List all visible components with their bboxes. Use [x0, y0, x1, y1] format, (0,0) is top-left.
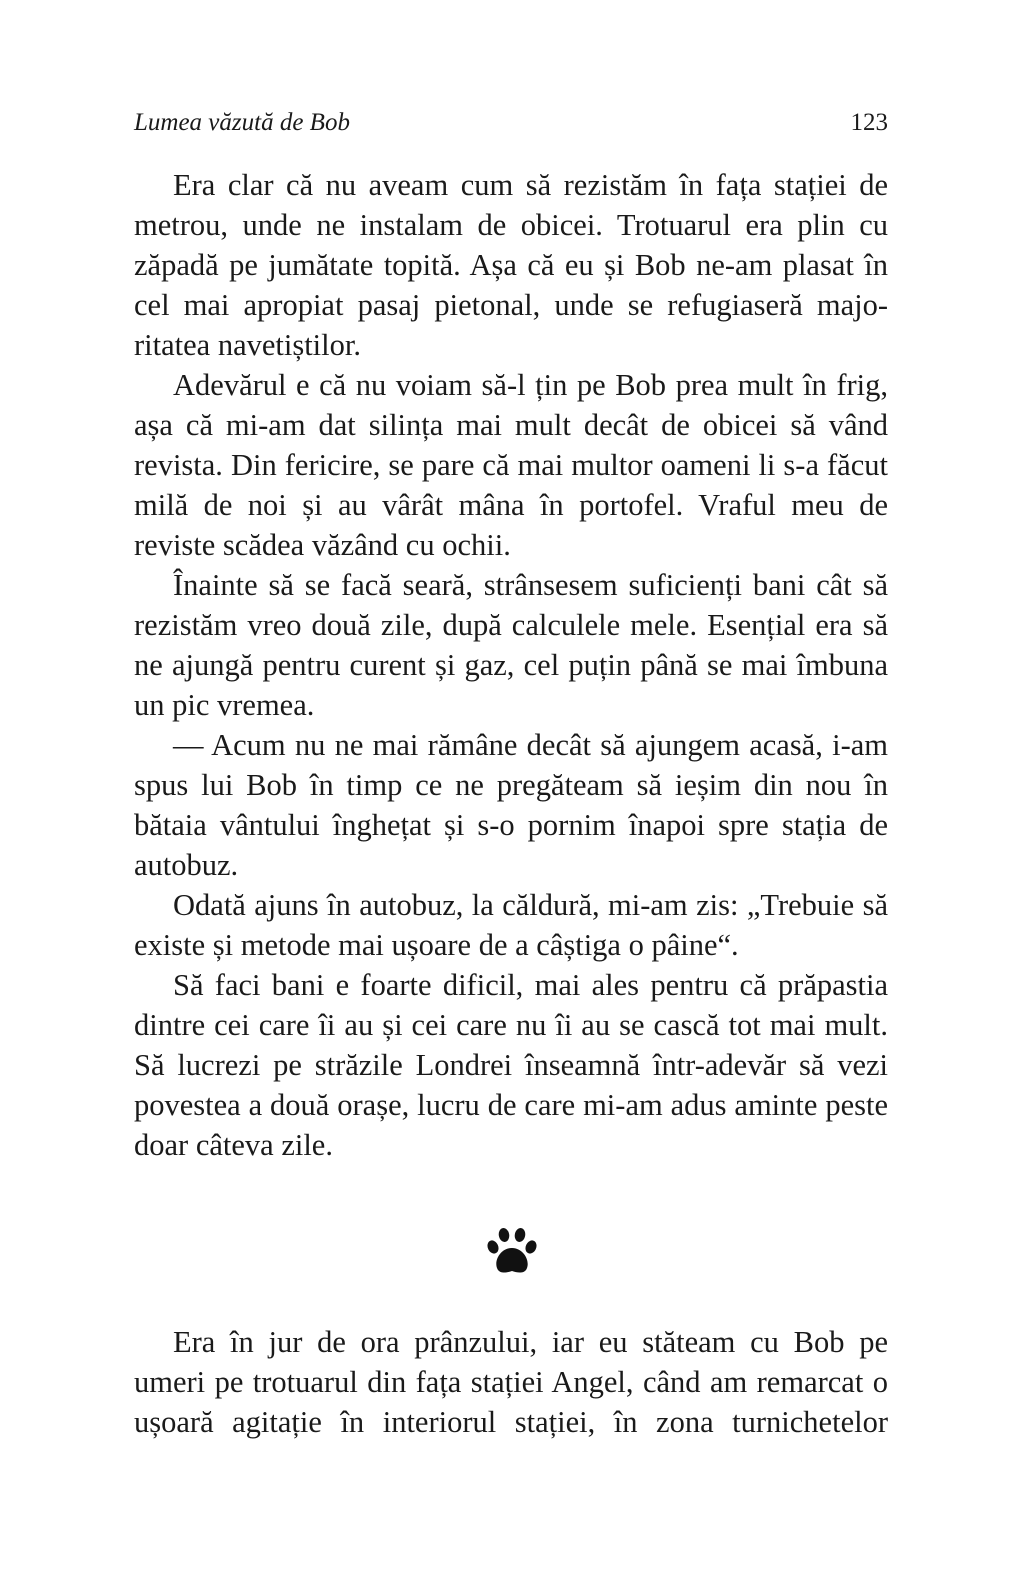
- running-head: [134, 106, 888, 140]
- paw-print-icon: [486, 1226, 538, 1278]
- paragraph: Să faci bani e foarte dificil, mai ales pentru că prăpastia dintre cei care îi au și cei care nu îi au se cască tot mai mult. Să lucrezi pe străzile Londrei înseamnă într-adevăr să vezi povestea a două orașe, lucru de care mi-am adus aminte peste doar câteva zile.: [134, 968, 888, 1162]
- section-2-text: [134, 1322, 888, 1442]
- paragraph: Înainte să se facă seară, strânsesem suficienți bani cât să rezistăm vreo două zile, după calculele mele. Esențial era să ne ajungă pentru curent și gaz, cel puțin până se mai îmbuna un pic vremea.: [134, 568, 888, 722]
- paragraph: Era în jur de ora prânzului, iar eu stăteam cu Bob pe umeri pe trotuarul din fața stației Angel, când am remarcat o ușoară agitație în interiorul stației, în zona turnichetelor: [134, 1325, 888, 1439]
- paragraph: Odată ajuns în autobuz, la căldură, mi-am zis: „Trebuie să existe și metode mai ușoare de a câștiga o pâine“.: [134, 888, 888, 962]
- section-1-text: [134, 165, 888, 1165]
- running-title: Lumea văzută de Bob: [134, 109, 350, 136]
- paragraph: Era clar că nu aveam cum să rezistăm în fața stației de metrou, unde ne instalam de obicei. Trotuarul era plin cu zăpadă pe jumătate topită. Așa că eu și Bob ne-am plasat în cel mai apropiat pasaj pietonal, unde se refugiaseră majo-ritatea navetiștilor.: [134, 168, 888, 362]
- paragraph: Adevărul e că nu voiam să-l țin pe Bob prea mult în frig, așa că mi-am dat silința mai mult decât de obicei să vând revista. Din fericire, se pare că mai multor oameni li s-a făcut milă de noi și au vârât mâna în portofel. Vraful meu de reviste scădea văzând cu ochii.: [134, 368, 888, 562]
- paragraph: — Acum nu ne mai rămâne decât să ajungem acasă, i-am spus lui Bob în timp ce ne pregăteam să ieșim din nou în bătaia vântului înghețat și s-o pornim înapoi spre stația de autobuz.: [134, 728, 888, 882]
- page-number: 123: [850, 109, 888, 136]
